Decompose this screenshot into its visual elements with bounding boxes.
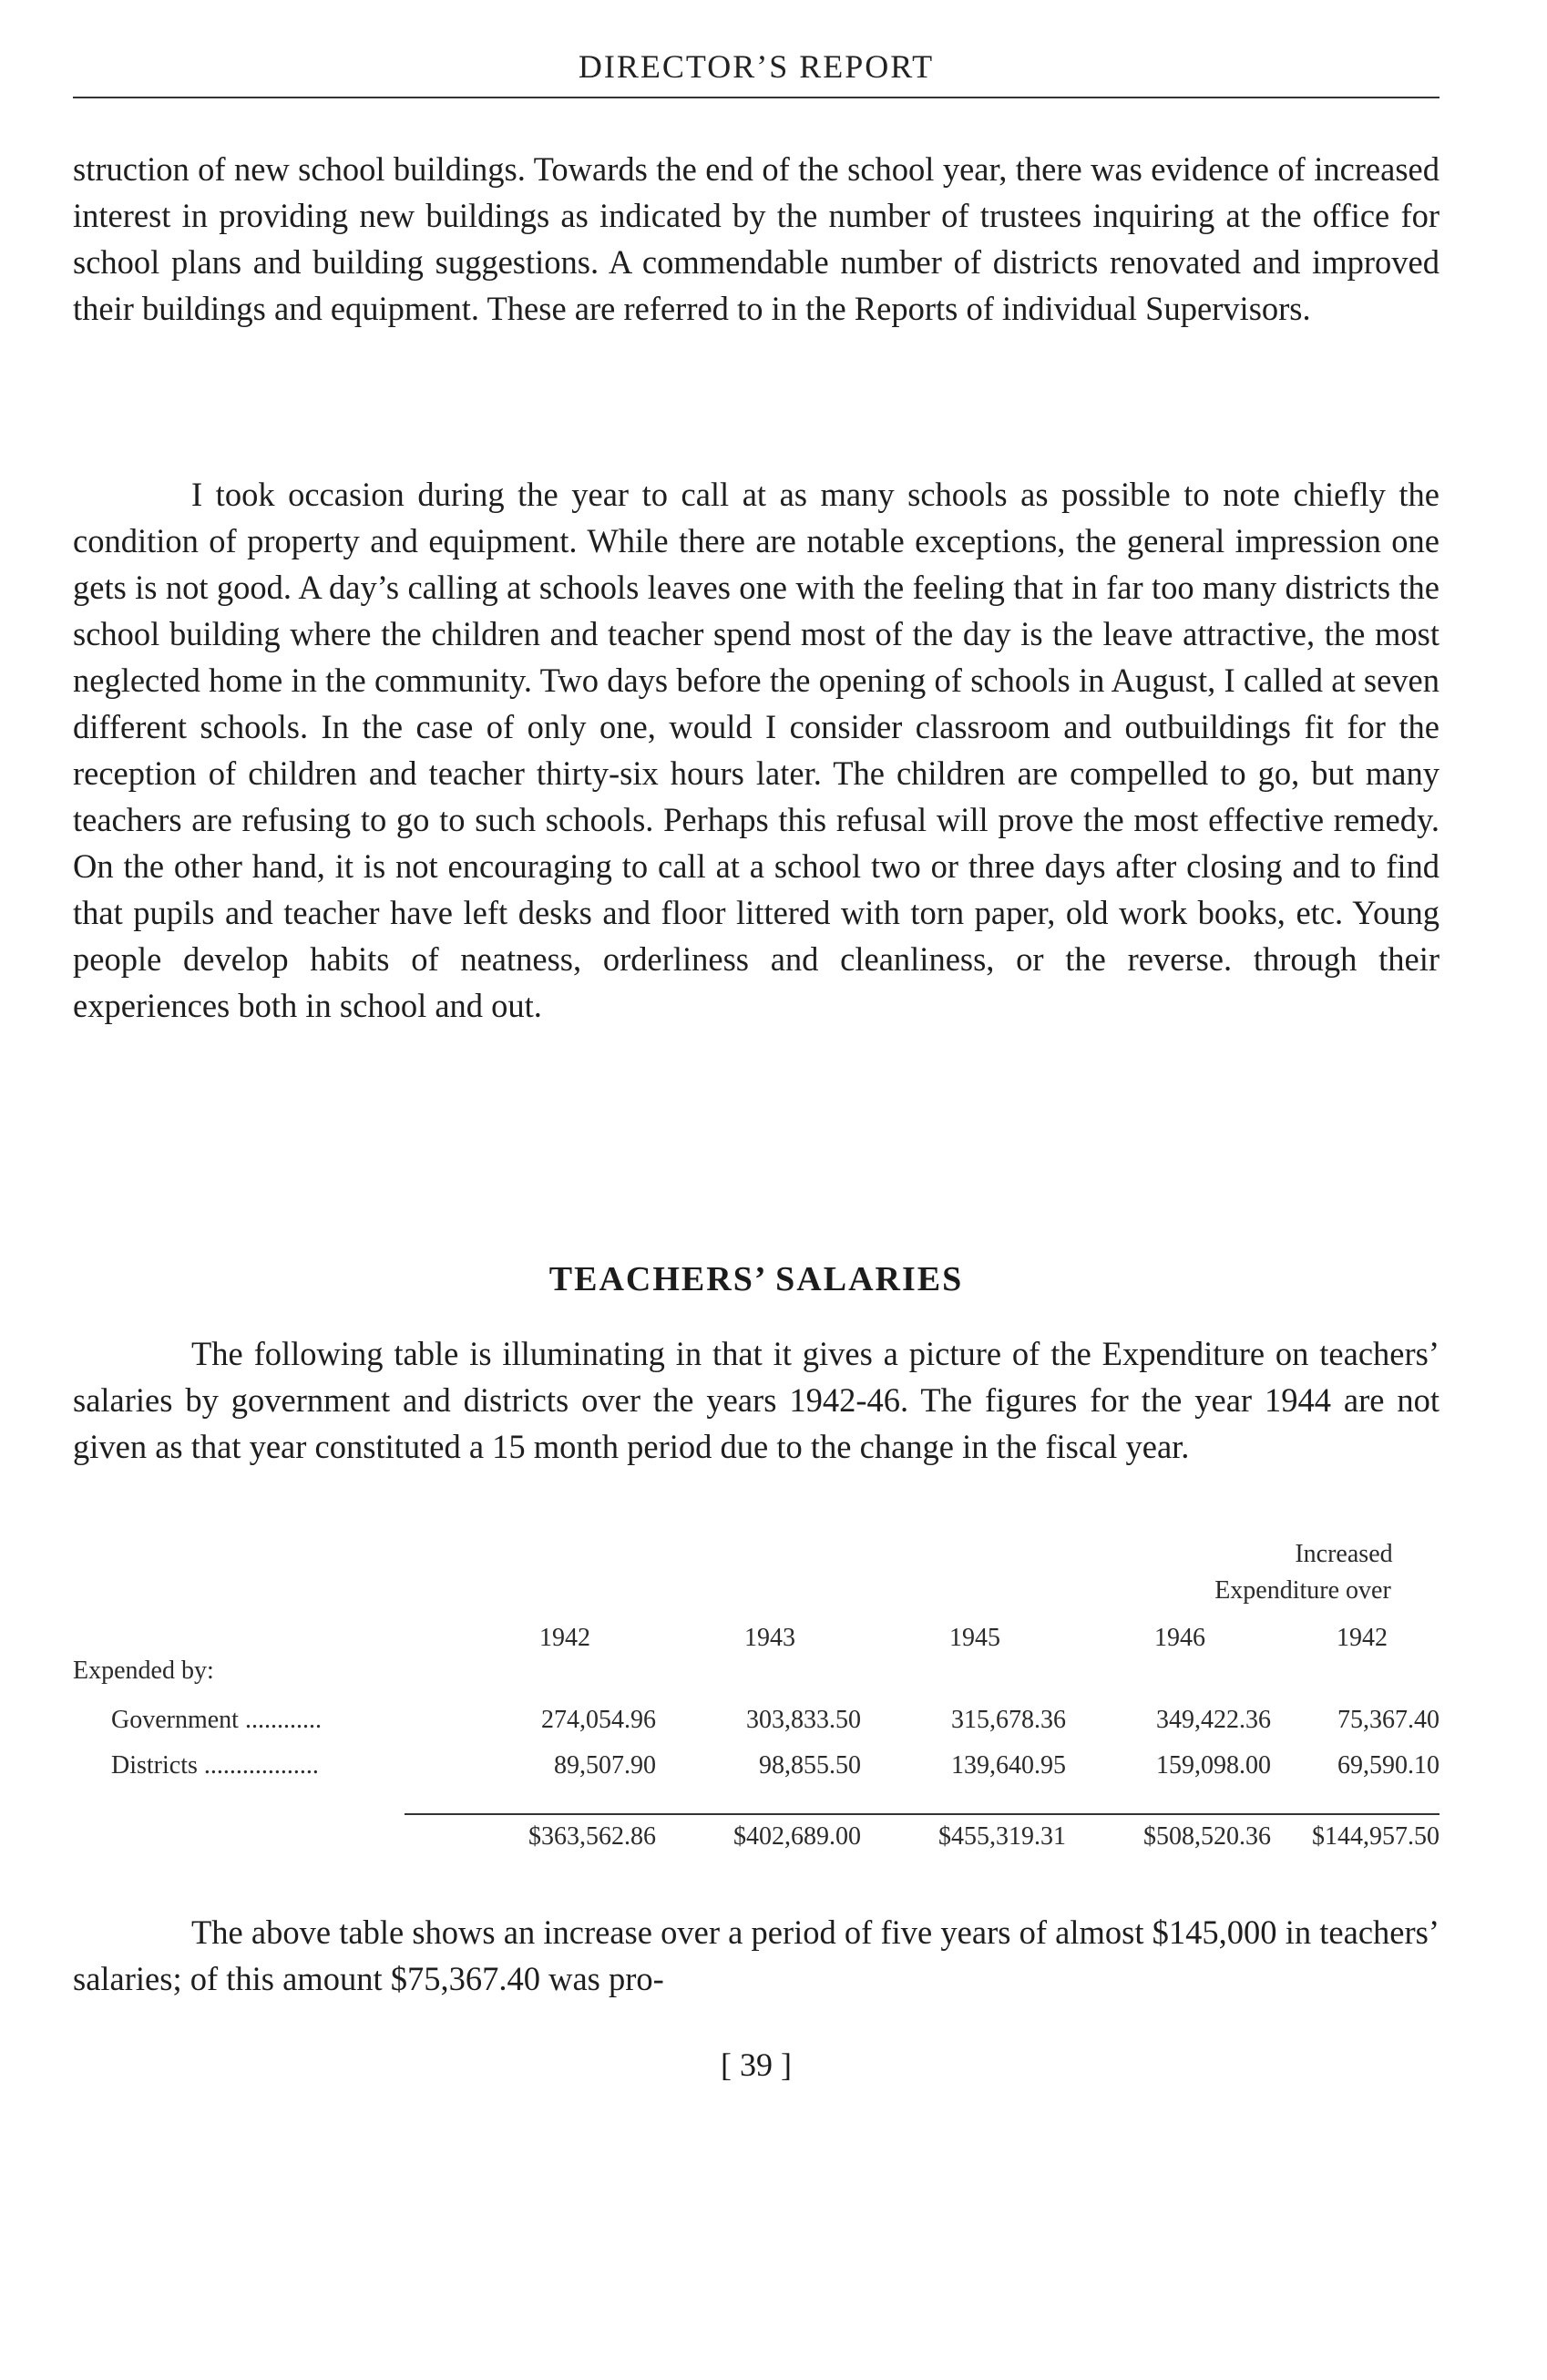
government-1943: 303,833.50 [746, 1706, 861, 1734]
row-label-government: Government ............ [111, 1706, 322, 1734]
column-header-1942: 1942 [539, 1624, 590, 1652]
increase-header-line1: Increased [1295, 1540, 1393, 1568]
government-1946: 349,422.36 [1156, 1706, 1271, 1734]
districts-1942: 89,507.90 [554, 1751, 656, 1780]
header-rule [73, 97, 1439, 98]
increase-header-line2: Expenditure over [1214, 1576, 1391, 1605]
government-increase: 75,367.40 [1337, 1706, 1439, 1734]
document-page [73, 0, 1439, 2380]
column-header-1943: 1943 [744, 1624, 795, 1652]
column-header-1946: 1946 [1154, 1624, 1205, 1652]
paragraph-building-construction: struction of new school buildings. Towards the end of the school year, there was evidence of increased interest in providing new buildings as indicated by the number of trustees inquiring at the office for school plans and building suggestions. A commendable number of districts renovated and improved their buildings and equipment. These are referred to in the Reports of individual Supervisors. [73, 150, 1439, 327]
running-head: DIRECTOR’S REPORT [578, 48, 935, 85]
total-1945: $455,319.31 [938, 1822, 1066, 1851]
districts-1945: 139,640.95 [951, 1751, 1066, 1780]
column-header-1945: 1945 [949, 1624, 1000, 1652]
row-label-heading: Expended by: [73, 1657, 214, 1685]
paragraph-table-summary: The above table shows an increase over a period of five years of almost $145,000 in teachers’ salaries; of this amount $75,367.40 was pro- [73, 1913, 1439, 1997]
districts-increase: 69,590.10 [1337, 1751, 1439, 1780]
total-1942: $363,562.86 [528, 1822, 656, 1851]
section-heading: TEACHERS’ SALARIES [548, 1260, 964, 1298]
paragraph-school-visits: I took occasion during the year to call at as many schools as possible to note chiefly the condition of property and equipment. While there are notable exceptions, the general impression one gets is not good. A day’s calling at schools leaves one with the feeling that in far too many districts the school building where the children and teacher spend most of the day is the leave attractive, the most neglected home in the community. Two days before the opening of schools in August, I called at seven different schools. In the case of only one, would I consider classroom and outbuildings fit for the reception of children and teacher thirty-six hours later. The children are compelled to go, but many teachers are refusing to go to such schools. Perhaps this refusal will prove the most effective remedy. On the other hand, it is not encouraging to call at a school two or three days after closing and to find that pupils and teacher have left desks and floor littered with torn paper, old work books, etc. Young people develop habits of neatness, orderliness and cleanliness, or the reverse. through their experiences both in school and out. [73, 476, 1439, 1024]
column-header-increase-1942: 1942 [1337, 1624, 1388, 1652]
page-number: [ 39 ] [721, 2047, 792, 2083]
totals-rule [405, 1813, 1439, 1815]
paragraph-table-intro: The following table is illuminating in that it gives a picture of the Expenditure on teachers’ salaries by government and districts over the years 1942-46. The figures for the year 1944 are not given as that year constituted a 15 month period due to the change in the fiscal year. [73, 1335, 1439, 1465]
districts-1946: 159,098.00 [1156, 1751, 1271, 1780]
districts-1943: 98,855.50 [759, 1751, 861, 1780]
row-label-districts: Districts .................. [111, 1751, 319, 1780]
government-1942: 274,054.96 [541, 1706, 656, 1734]
total-1946: $508,520.36 [1143, 1822, 1271, 1851]
total-1943: $402,689.00 [733, 1822, 861, 1851]
total-increase: $144,957.50 [1312, 1822, 1439, 1851]
government-1945: 315,678.36 [951, 1706, 1066, 1734]
